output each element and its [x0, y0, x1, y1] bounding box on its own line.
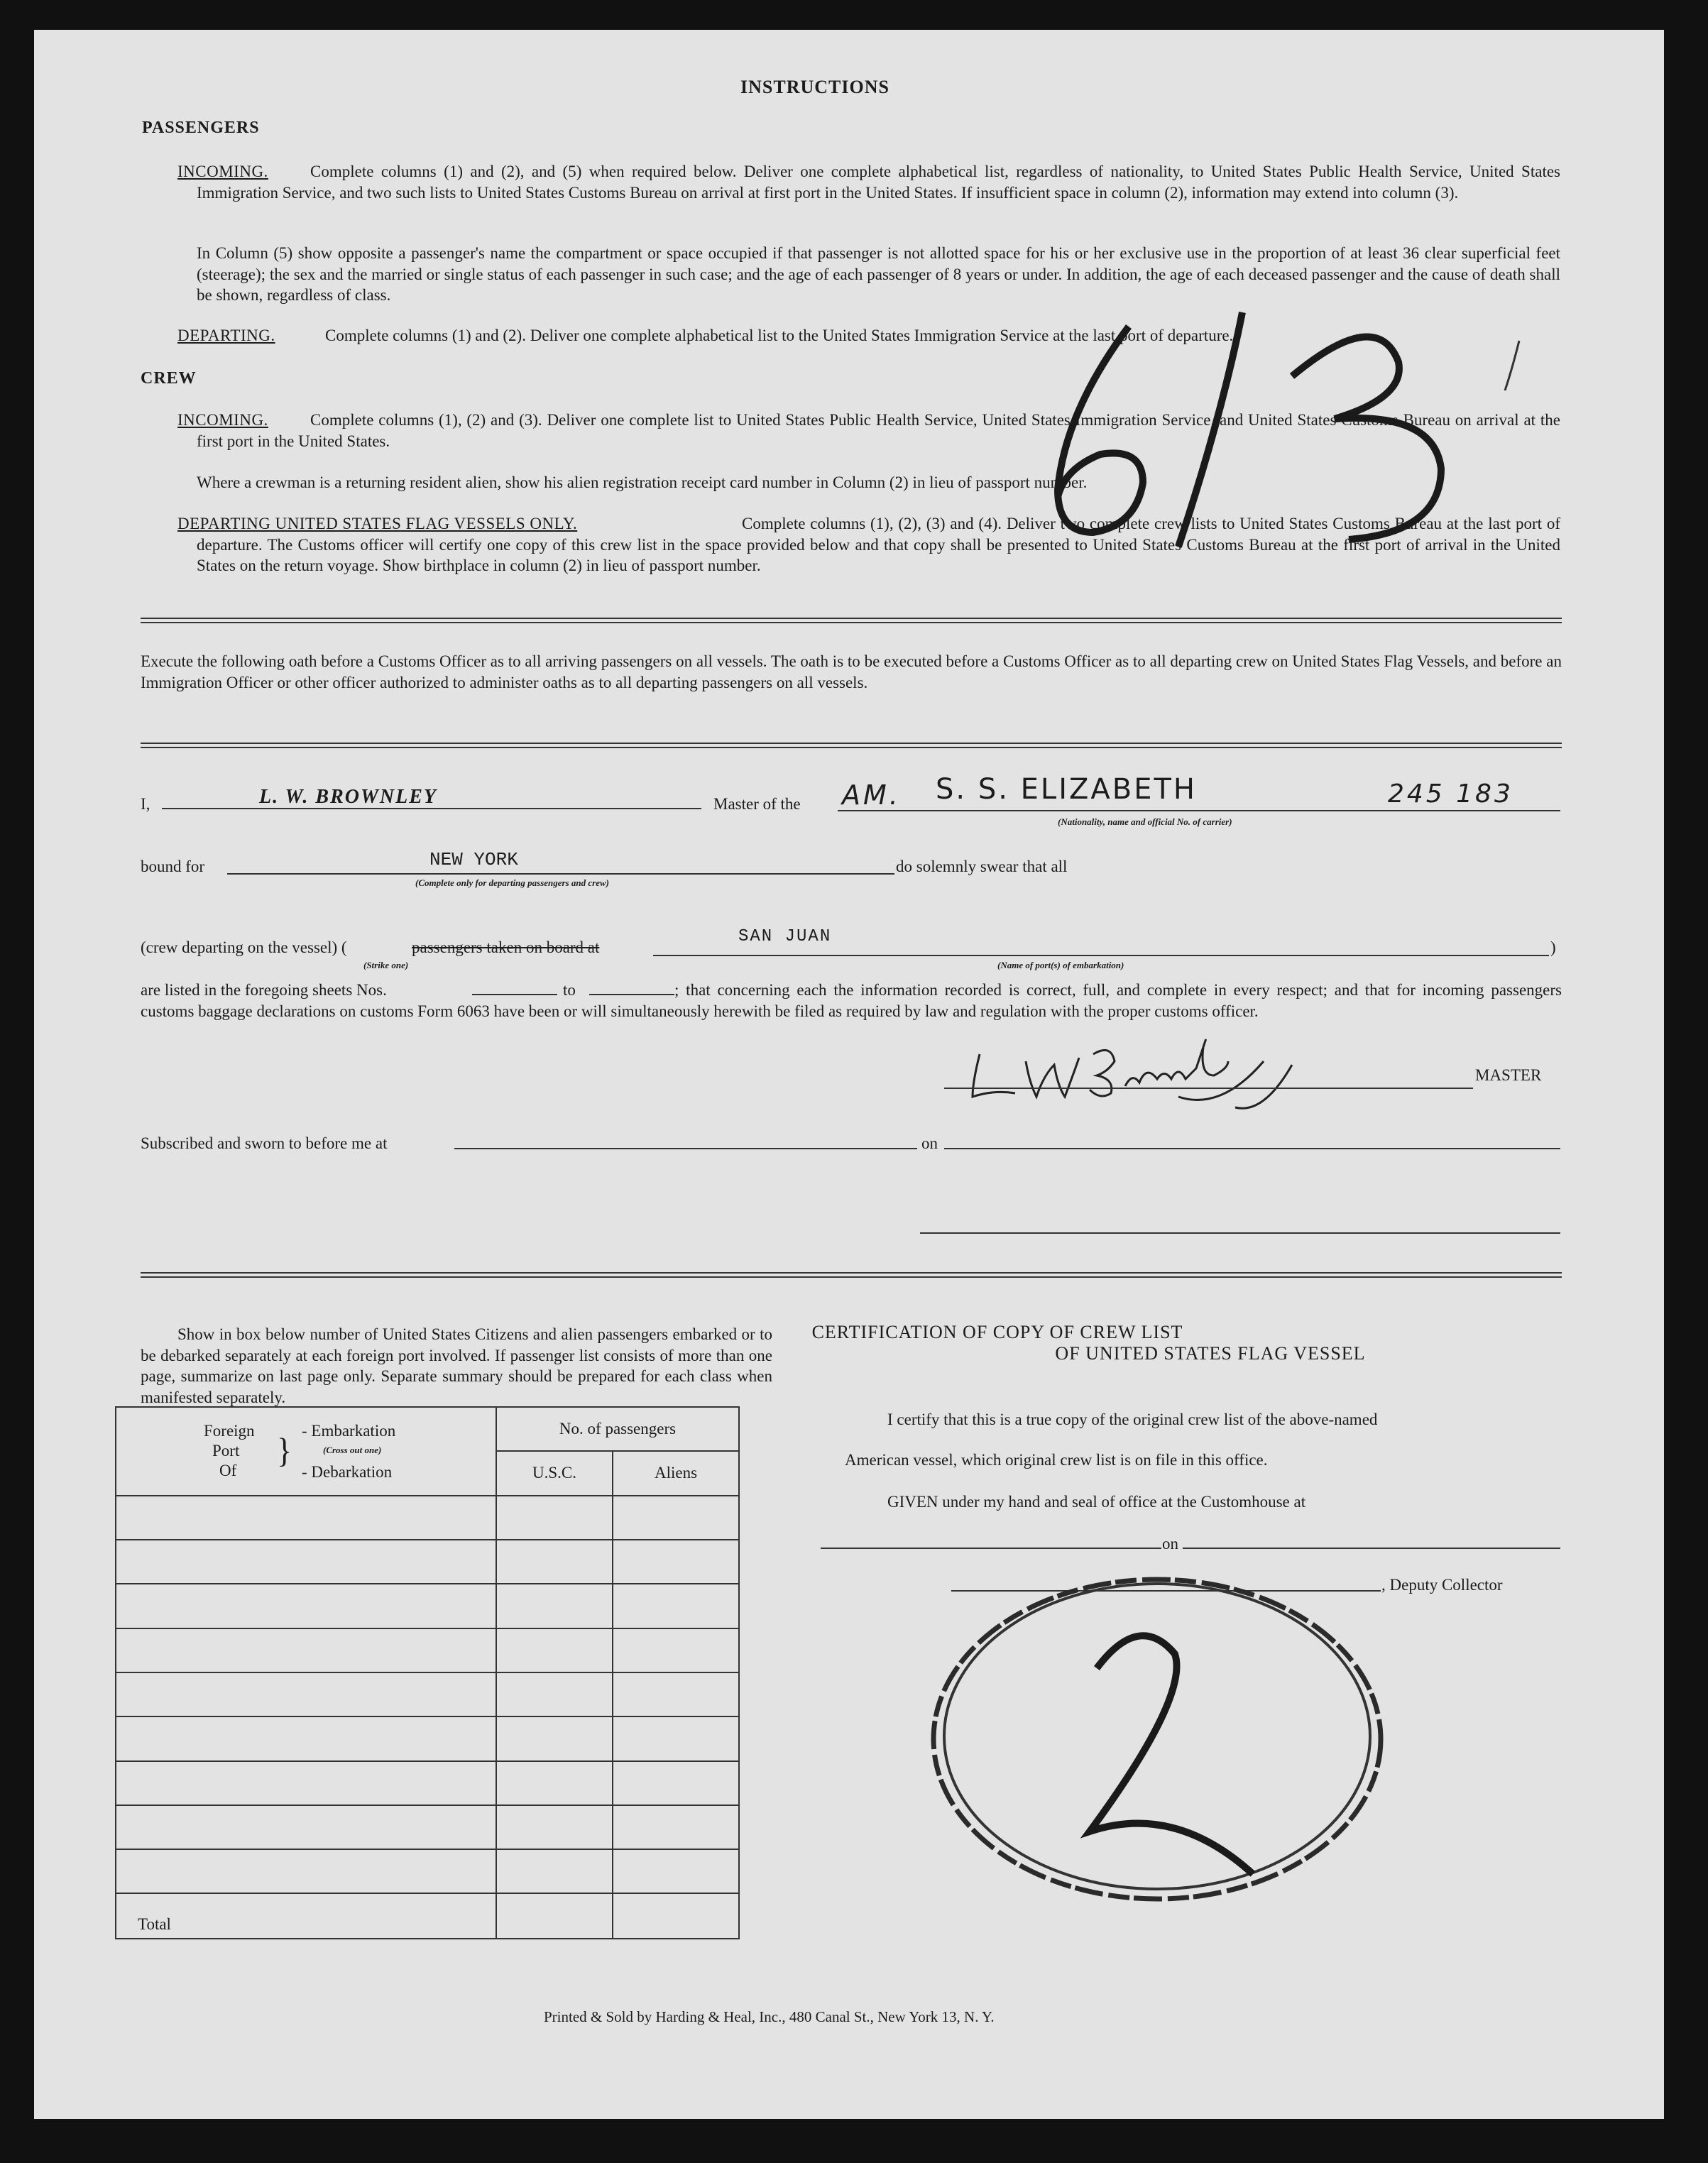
- sworn-date-field[interactable]: [944, 1148, 1560, 1149]
- listed-text-a: are listed in the foregoing sheets Nos.: [141, 981, 387, 999]
- crew-departing-text: Complete columns (1), (2), (3) and (4). Deliver two complete crew lists to United States Customs Bureau at the last port of departure. The Customs officer will certify one copy of this crew list in the space provided below and that copy shall be presented to United States Customs Bureau at the first port of arrival in the United States on the return voyage. Show birthplace in column (2) in lieu of passport number.: [197, 515, 1560, 574]
- port-cell[interactable]: [116, 1849, 496, 1893]
- passenger-summary-table: [115, 1406, 740, 1939]
- usc-header: U.S.C.: [496, 1451, 613, 1495]
- crew-incoming-text: Complete columns (1), (2) and (3). Deliver one complete list to United States Public Health Service, United States Immigration Service, and United States Customs Bureau on arrival at the first port in the United States.: [197, 411, 1560, 450]
- cert-date-field[interactable]: [1183, 1548, 1560, 1549]
- foreign-label: Foreign: [204, 1422, 255, 1440]
- given-text: GIVEN under my hand and seal of office at the Customhouse at: [887, 1493, 1306, 1511]
- port-cell[interactable]: [116, 1628, 496, 1672]
- passengers-departing-text: Complete columns (1) and (2). Deliver one complete alphabetical list to the United States Immigration Service at the last port of departure.: [325, 327, 1234, 344]
- aliens-cell[interactable]: [613, 1628, 739, 1672]
- listed-text-to: to: [563, 981, 576, 999]
- vessel-field[interactable]: [838, 810, 1560, 811]
- aliens-cell[interactable]: [613, 1584, 739, 1628]
- vessel-name: S. S. ELIZABETH: [936, 773, 1197, 806]
- sworn-on-label: on: [921, 1134, 938, 1152]
- usc-cell[interactable]: [496, 1540, 613, 1584]
- crew-departing-label: DEPARTING UNITED STATES FLAG VESSELS ONLY.: [177, 515, 578, 532]
- total-label: Total: [116, 1893, 496, 1939]
- aliens-header: Aliens: [613, 1451, 739, 1495]
- cert-on-label: on: [1162, 1535, 1178, 1553]
- certification-title-2: OF UNITED STATES FLAG VESSEL: [1055, 1343, 1366, 1364]
- embarkation-port-field[interactable]: [653, 955, 1549, 956]
- bound-for-label: bound for: [141, 858, 205, 875]
- usc-cell[interactable]: [496, 1761, 613, 1805]
- usc-total-cell[interactable]: [496, 1893, 613, 1939]
- officer-signature-field[interactable]: [920, 1232, 1560, 1234]
- deputy-collector-label: , Deputy Collector: [1381, 1576, 1503, 1594]
- cross-out-caption: (Cross out one): [323, 1445, 382, 1456]
- passengers-heading: PASSENGERS: [142, 119, 260, 137]
- official-number: 245 183: [1388, 779, 1513, 809]
- master-name-field[interactable]: [162, 808, 701, 809]
- bound-caption: (Complete only for departing passengers and crew): [415, 877, 609, 888]
- master-name: L. W. BROWNLEY: [259, 786, 437, 808]
- instructions-title: INSTRUCTIONS: [740, 77, 889, 97]
- handwritten-6-3-mark: [1008, 298, 1562, 610]
- subscribed-label: Subscribed and sworn to before me at: [141, 1134, 388, 1152]
- passengers-incoming-label: INCOMING.: [177, 163, 268, 180]
- port-caption: (Name of port(s) of embarkation): [997, 960, 1124, 970]
- circled-number-2-mark: [916, 1562, 1398, 1917]
- passengers-incoming-text: Complete columns (1) and (2), and (5) when required below. Deliver one complete alphabetical list, regardless of nationality, to United States Public Health Service, United States Immigration Service, and two such lists to United States Customs Bureau on arrival at first port in the United States. If insufficient space in column (2), information may extend into column (3).: [197, 163, 1560, 202]
- master-signature-line[interactable]: [944, 1088, 1473, 1089]
- master-signature: [958, 1033, 1384, 1118]
- foreign-port-header: [116, 1407, 496, 1496]
- crew-incoming-label: INCOMING.: [177, 411, 268, 429]
- crew-resident-text: Where a crewman is a returning resident alien, show his alien registration receipt card number in Column (2) in lieu of passport number.: [197, 473, 1088, 491]
- strike-caption: (Strike one): [363, 960, 409, 970]
- usc-cell[interactable]: [496, 1628, 613, 1672]
- oath-intro: Execute the following oath before a Customs Officer as to all arriving passengers on all vessels. The oath is to be executed before a Customs Officer as to all departing crew on United States Flag Vessels, and before an Immigration Officer or other officer authorized to administer oaths as to all departing passengers on all vessels.: [141, 652, 1562, 691]
- debarkation-label: - Debarkation: [302, 1463, 393, 1482]
- aliens-cell[interactable]: [613, 1761, 739, 1805]
- master-label: MASTER: [1475, 1066, 1542, 1084]
- certification-title-1: CERTIFICATION OF COPY OF CREW LIST: [811, 1322, 1183, 1342]
- printer-imprint: Printed & Sold by Harding & Heal, Inc., 480 Canal St., New York 13, N. Y.: [544, 2008, 995, 2025]
- crew-heading: CREW: [141, 369, 197, 388]
- usc-cell[interactable]: [496, 1672, 613, 1716]
- passengers-departing-label: DEPARTING.: [177, 327, 275, 344]
- certify-line-1: I certify that this is a true copy of the original crew list of the above-named: [887, 1411, 1378, 1428]
- passengers-column5-text: In Column (5) show opposite a passenger's name the compartment or space occupied if that passenger is not allotted space for his or her exclusive use in the proportion of at least 36 clear superficial feet (steerage); the sex and the married or single status of each passenger in such case; and the age of each passenger of 8 years or under. In addition, the age of each deceased passenger and the cause of death shall be shown, regardless of class.: [197, 244, 1560, 304]
- section-divider: [141, 618, 1562, 623]
- aliens-cell[interactable]: [613, 1805, 739, 1849]
- master-of-label: Master of the: [713, 795, 801, 813]
- aliens-cell[interactable]: [613, 1672, 739, 1716]
- aliens-cell[interactable]: [613, 1849, 739, 1893]
- port-label: Port: [212, 1442, 240, 1460]
- port-cell[interactable]: [116, 1584, 496, 1628]
- section-divider: [141, 743, 1562, 748]
- bound-for-value: NEW YORK: [429, 849, 518, 870]
- brace: }: [277, 1431, 292, 1470]
- usc-cell[interactable]: [496, 1496, 613, 1540]
- aliens-total-cell[interactable]: [613, 1893, 739, 1939]
- close-paren: ): [1550, 938, 1556, 956]
- listed-text-b: ; that concerning each the information recorded is correct, full, and complete in every respect; and that for incoming passengers customs baggage declarations on customs Form 6063 have been or will simultaneously herewith be filed as required by law and regulation with the proper customs officer.: [141, 981, 1562, 1020]
- swear-text: do solemnly swear that all: [896, 858, 1068, 875]
- oath-i-label: I,: [141, 795, 150, 813]
- certify-line-2: American vessel, which original crew list is on file in this office.: [845, 1451, 1268, 1469]
- port-cell[interactable]: [116, 1496, 496, 1540]
- port-cell[interactable]: [116, 1761, 496, 1805]
- aliens-cell[interactable]: [613, 1716, 739, 1760]
- port-cell[interactable]: [116, 1805, 496, 1849]
- port-cell[interactable]: [116, 1672, 496, 1716]
- port-value: SAN JUAN: [738, 927, 832, 946]
- embarkation-label: - Embarkation: [302, 1422, 396, 1440]
- port-cell[interactable]: [116, 1716, 496, 1760]
- customhouse-field[interactable]: [821, 1548, 1161, 1549]
- crew-departing-option: (crew departing on the vessel) (: [141, 938, 347, 956]
- no-passengers-header: No. of passengers: [496, 1407, 739, 1451]
- bound-for-field[interactable]: [227, 873, 894, 875]
- usc-cell[interactable]: [496, 1584, 613, 1628]
- vessel-caption: (Nationality, name and official No. of carrier): [1058, 816, 1232, 827]
- nationality-handwritten: AM.: [842, 779, 901, 811]
- usc-cell[interactable]: [496, 1716, 613, 1760]
- summary-intro: Show in box below number of United States Citizens and alien passengers embarked or to be debarked separately at each foreign port involved. If passenger list consists of more than one page, summarize on last page only. Separate summary should be prepared for each class when manifested separately.: [141, 1325, 772, 1406]
- sworn-place-field[interactable]: [454, 1148, 917, 1149]
- usc-cell[interactable]: [496, 1805, 613, 1849]
- section-divider: [141, 1272, 1562, 1278]
- usc-cell[interactable]: [496, 1849, 613, 1893]
- aliens-cell[interactable]: [613, 1496, 739, 1540]
- passengers-option-struck: passengers taken on board at: [412, 938, 600, 956]
- port-cell[interactable]: [116, 1540, 496, 1584]
- of-label: Of: [219, 1462, 237, 1480]
- aliens-cell[interactable]: [613, 1540, 739, 1584]
